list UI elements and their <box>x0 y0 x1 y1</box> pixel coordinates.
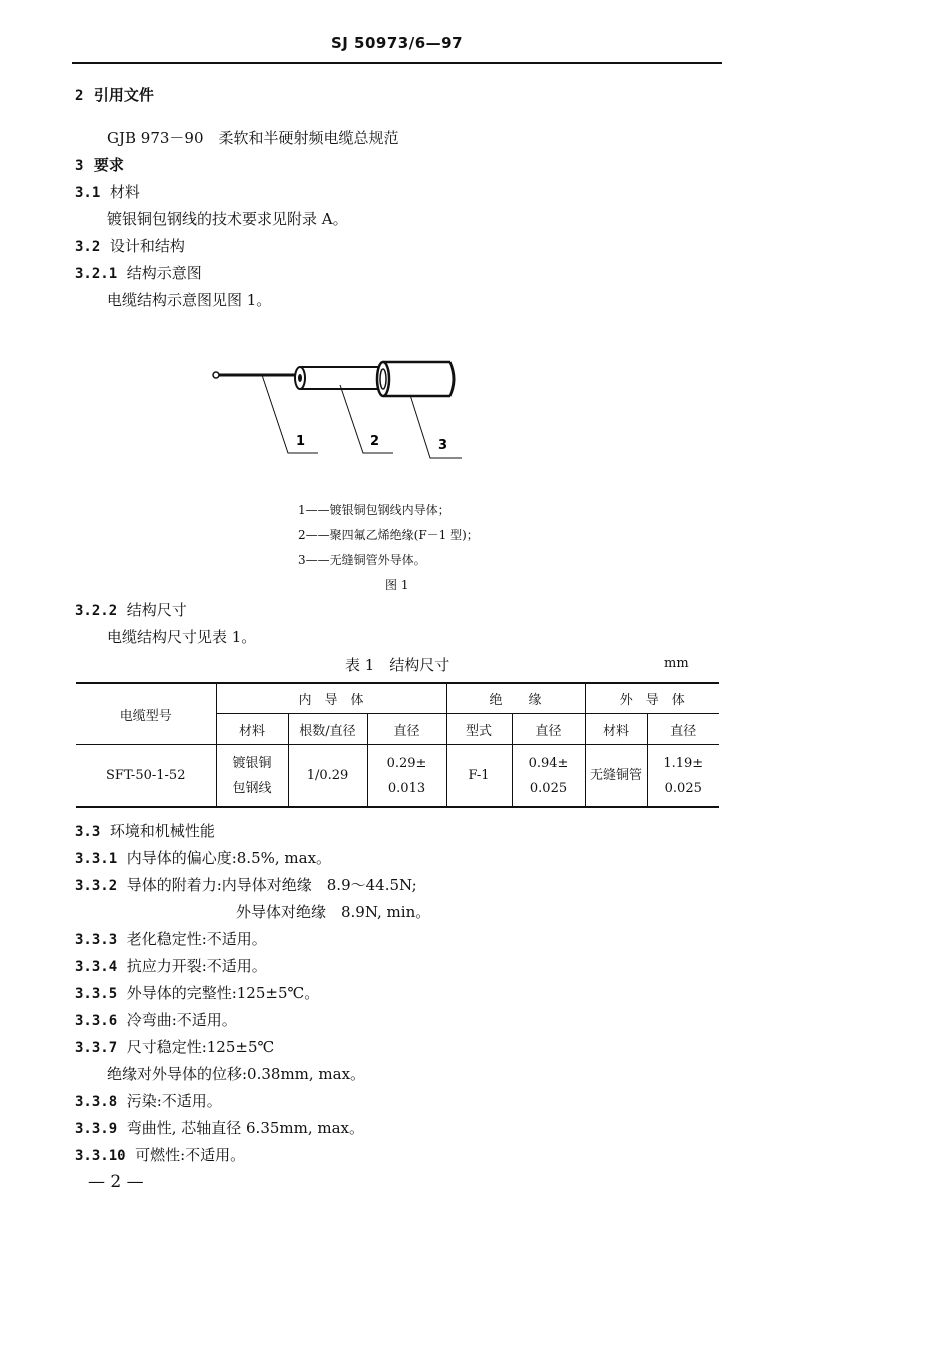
list-item: 3.3.7 尺寸稳定性:125±5℃ <box>75 1038 275 1056</box>
section-3-2-1-heading: 3.2.1 结构示意图 <box>75 264 202 282</box>
list-item: 3.3.3 老化稳定性:不适用。 <box>75 930 267 948</box>
table-row <box>76 745 719 808</box>
section-3-heading: 3 要求 <box>75 156 124 174</box>
section-3-3-heading: 3.3 环境和机械性能 <box>75 822 215 840</box>
page-header <box>72 34 722 64</box>
header-inner-material: 材料 <box>216 714 288 745</box>
insulation-body <box>300 367 378 389</box>
header-cable-model: 电缆型号 <box>76 683 216 745</box>
structure-dimensions-table <box>76 682 719 808</box>
leader-line-3 <box>410 395 462 458</box>
list-item: 3.3.1 内导体的偏心度:8.5%, max。 <box>75 849 332 867</box>
callout-2: 2 <box>370 434 380 449</box>
header-outer-diameter: 直径 <box>647 714 719 745</box>
cell-outer-diameter: 1.19± 0.025 <box>647 745 719 808</box>
callout-1: 1 <box>296 434 306 449</box>
cell-inner-material: 镀银铜 包钢线 <box>216 745 288 808</box>
callout-3: 3 <box>438 438 448 453</box>
header-inner-conductor: 内 导 体 <box>216 683 446 714</box>
header-outer-conductor: 外 导 体 <box>585 683 719 714</box>
list-item: 3.3.2 导体的附着力:内导体对绝缘 8.9～44.5N; <box>75 876 417 894</box>
cell-outer-material: 无缝铜管 <box>585 745 647 808</box>
table-title: 表 1 结构尺寸 <box>345 656 450 674</box>
header-insulation-type: 型式 <box>446 714 512 745</box>
section-3-2-2-heading: 3.2.2 结构尺寸 <box>75 601 187 619</box>
cable-structure-diagram <box>200 345 500 480</box>
header-inner-strands: 根数/直径 <box>288 714 367 745</box>
section-3-2-heading: 3.2 设计和结构 <box>75 237 185 255</box>
table-unit: mm <box>664 656 689 671</box>
list-item: 3.3.8 污染:不适用。 <box>75 1092 222 1110</box>
list-item: 绝缘对外导体的位移:0.38mm, max。 <box>107 1065 366 1083</box>
header-outer-material: 材料 <box>585 714 647 745</box>
section-3-2-1-text: 电缆结构示意图见图 1。 <box>107 291 272 309</box>
section-3-1-text: 镀银铜包钢线的技术要求见附录 A。 <box>107 210 348 228</box>
figure-legend-3: 3——无缝铜管外导体。 <box>298 553 426 567</box>
section-2-heading: 2 引用文件 <box>75 86 154 104</box>
cell-insulation-type: F-1 <box>446 745 512 808</box>
list-item: 3.3.6 冷弯曲:不适用。 <box>75 1011 237 1029</box>
list-item: 3.3.5 外导体的完整性:125±5℃。 <box>75 984 320 1002</box>
header-inner-diameter: 直径 <box>367 714 446 745</box>
figure-legend-1: 1——镀银铜包钢线内导体； <box>298 503 450 517</box>
cell-model: SFT-50-1-52 <box>76 745 216 808</box>
list-item: 3.3.10 可燃性:不适用。 <box>75 1146 246 1164</box>
section-3-2-2-text: 电缆结构尺寸见表 1。 <box>107 628 257 646</box>
cell-inner-diameter: 0.29± 0.013 <box>367 745 446 808</box>
standard-code: SJ 50973/6—97 <box>330 34 464 52</box>
reference-document: GJB 973－90 柔软和半硬射频电缆总规范 <box>107 129 399 147</box>
list-item: 3.3.9 弯曲性, 芯轴直径 6.35mm, max。 <box>75 1119 365 1137</box>
inner-conductor-end <box>213 372 219 378</box>
figure-caption: 图 1 <box>385 578 409 592</box>
figure-legend-2: 2——聚四氟乙烯绝缘(F－1 型)； <box>298 528 479 542</box>
outer-conductor-body <box>383 362 450 396</box>
cell-inner-strands: 1/0.29 <box>288 745 367 808</box>
page-number: — 2 — <box>88 1172 144 1192</box>
header-insulation: 绝 缘 <box>446 683 585 714</box>
list-item: 3.3.4 抗应力开裂:不适用。 <box>75 957 267 975</box>
list-item: 外导体对绝缘 8.9N, min。 <box>236 903 431 921</box>
cell-insulation-diameter: 0.94± 0.025 <box>512 745 585 808</box>
outer-conductor-end <box>450 362 454 396</box>
section-3-1-heading: 3.1 材料 <box>75 183 140 201</box>
header-insulation-diameter: 直径 <box>512 714 585 745</box>
